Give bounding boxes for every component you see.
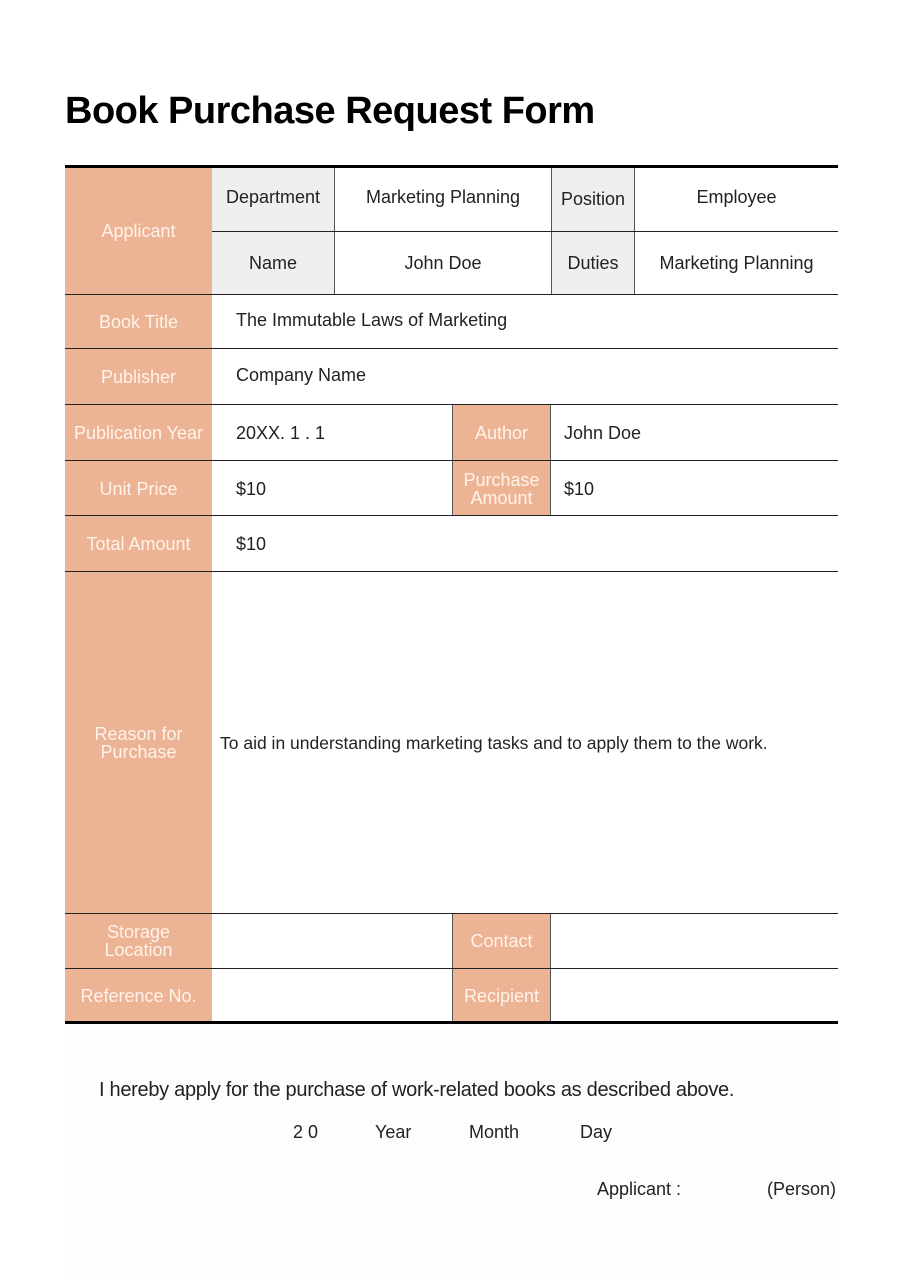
- date-year-label: Year: [375, 1122, 412, 1142]
- department-label: Department: [212, 167, 335, 231]
- storage-location-field[interactable]: [212, 913, 452, 968]
- author-label: Author: [452, 405, 551, 461]
- publisher-label: Publisher: [65, 349, 213, 405]
- applicant-signature-label: Applicant :: [597, 1179, 682, 1199]
- total-amount-label: Total Amount: [65, 516, 213, 572]
- name-field[interactable]: John Doe: [335, 231, 551, 294]
- date-year-prefix: 2 0: [293, 1122, 319, 1142]
- divider: [212, 231, 838, 232]
- duties-label: Duties: [551, 231, 635, 294]
- date-month-label: Month: [469, 1122, 520, 1142]
- purchase-amount-field[interactable]: $10: [551, 461, 838, 516]
- applicant-label: Applicant: [65, 167, 213, 294]
- recipient-label: Recipient: [452, 968, 551, 1023]
- department-field[interactable]: Marketing Planning: [335, 167, 551, 231]
- reference-no-field[interactable]: [212, 968, 452, 1023]
- position-label: Position: [551, 167, 635, 231]
- divider: [65, 913, 838, 914]
- contact-label: Contact: [452, 913, 551, 968]
- book-title-field[interactable]: The Immutable Laws of Marketing: [212, 294, 838, 349]
- author-field[interactable]: John Doe: [551, 405, 838, 461]
- divider: [65, 294, 838, 295]
- total-amount-field[interactable]: $10: [212, 516, 838, 572]
- divider: [65, 571, 838, 572]
- divider: [65, 515, 838, 516]
- book-title-label: Book Title: [65, 294, 213, 349]
- divider: [65, 404, 838, 405]
- page-title: Book Purchase Request Form: [65, 90, 595, 132]
- contact-field[interactable]: [551, 913, 838, 968]
- divider: [65, 968, 838, 969]
- declaration-statement: I hereby apply for the purchase of work-related books as described above.: [99, 1079, 735, 1101]
- name-label: Name: [212, 231, 335, 294]
- unit-price-label: Unit Price: [65, 461, 213, 516]
- reason-field[interactable]: To aid in understanding marketing tasks and to apply them to the work.: [212, 572, 838, 913]
- purchase-amount-label: Purchase Amount: [452, 461, 551, 516]
- recipient-field[interactable]: [551, 968, 838, 1023]
- publication-year-field[interactable]: 20XX. 1 . 1: [212, 405, 452, 461]
- table-top-border: [65, 165, 838, 168]
- declaration-section: [65, 1026, 838, 1280]
- publication-year-label: Publication Year: [65, 405, 213, 461]
- publisher-field[interactable]: Company Name: [212, 349, 838, 405]
- signature-person-label: (Person): [767, 1179, 837, 1199]
- date-day-label: Day: [580, 1122, 613, 1142]
- table-bottom-border: [65, 1021, 838, 1024]
- storage-location-label: Storage Location: [65, 913, 213, 968]
- divider: [65, 460, 838, 461]
- divider: [65, 348, 838, 349]
- duties-field[interactable]: Marketing Planning: [635, 231, 838, 294]
- reason-label: Reason for Purchase: [65, 572, 213, 913]
- reference-no-label: Reference No.: [65, 968, 213, 1023]
- unit-price-field[interactable]: $10: [212, 461, 452, 516]
- position-field[interactable]: Employee: [635, 167, 838, 231]
